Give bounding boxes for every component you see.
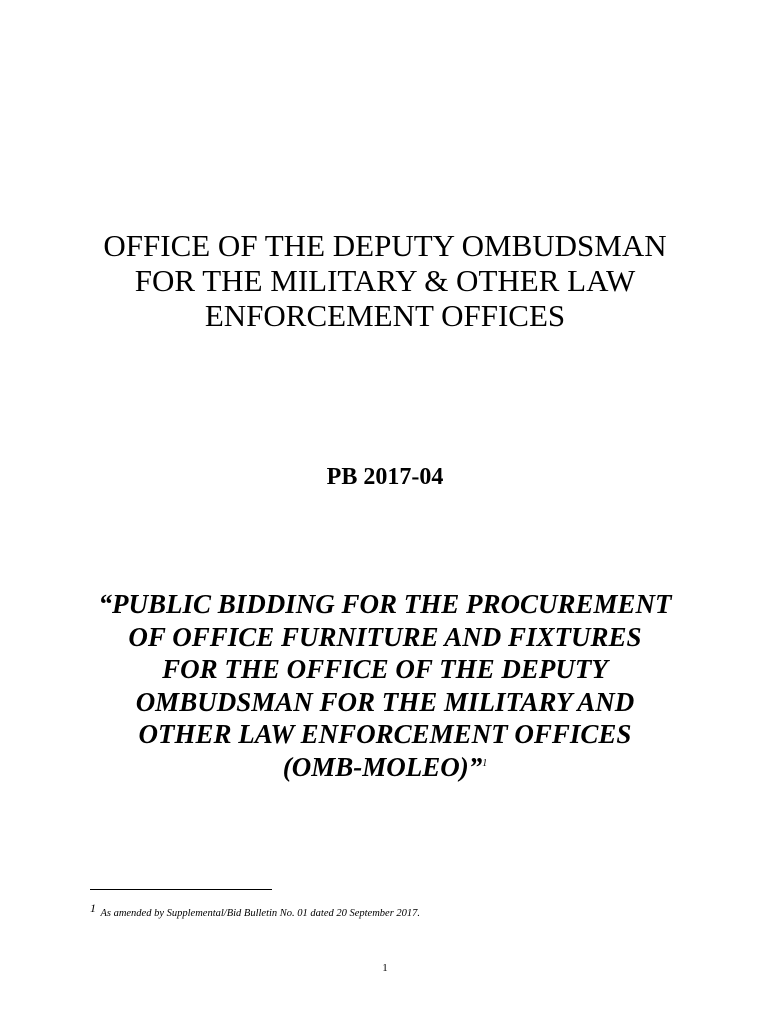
page-number: 1 <box>382 962 388 974</box>
bid-reference-number: PB 2017-04 <box>326 464 444 490</box>
office-heading-line: ENFORCEMENT OFFICES <box>204 298 566 333</box>
procurement-title <box>0 588 770 783</box>
procurement-title-line: OF OFFICE FURNITURE AND FIXTURES <box>128 621 642 652</box>
footnote <box>90 900 421 921</box>
footnote-reference[interactable]: 1 <box>482 757 488 769</box>
office-heading <box>0 228 770 333</box>
footnote-separator <box>90 889 272 890</box>
footnote-marker: 1 <box>90 900 96 915</box>
footnote-text: As amended by Supplemental/Bid Bulletin No. 01 dated 20 September 2017. <box>100 908 421 919</box>
procurement-title-line: FOR THE OFFICE OF THE DEPUTY <box>162 654 608 684</box>
office-heading-line: FOR THE MILITARY & OTHER LAW <box>134 263 636 298</box>
procurement-title-line: “PUBLIC BIDDING FOR THE PROCUREMENT <box>98 589 672 619</box>
procurement-title-line: OMBUDSMAN FOR THE MILITARY AND <box>135 686 635 717</box>
procurement-title-line: (OMB-MOLEO)” <box>282 751 483 782</box>
procurement-title-line: OTHER LAW ENFORCEMENT OFFICES <box>138 719 632 749</box>
office-heading-line: OFFICE OF THE DEPUTY OMBUDSMAN <box>103 228 667 263</box>
procurement-title-last-line <box>0 751 770 784</box>
